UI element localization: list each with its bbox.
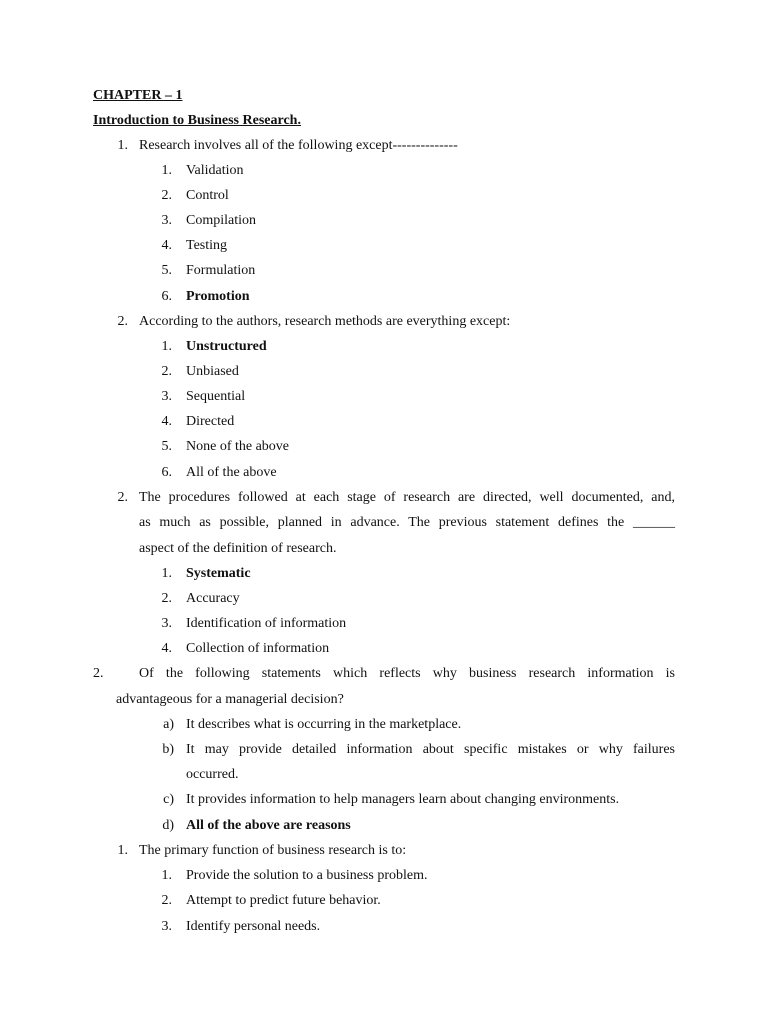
option-marker: 3. xyxy=(161,389,172,404)
option-text: It provides information to help managers learn about changing environments. xyxy=(186,792,620,807)
question-text-line: The procedures followed at each stage of research are directed, well documented, and, xyxy=(139,490,675,505)
option-marker: 2. xyxy=(161,591,172,606)
option-marker: 5. xyxy=(161,439,172,454)
option-marker: 3. xyxy=(161,616,172,631)
question-text: Research involves all of the following except-------------- xyxy=(139,138,458,153)
option-text: Attempt to predict future behavior. xyxy=(186,893,381,908)
option-text: Directed xyxy=(186,414,235,429)
option-marker: 3. xyxy=(161,919,172,934)
question-text-line: advantageous for a managerial decision? xyxy=(116,692,344,707)
option-text: Validation xyxy=(186,163,244,178)
option-text-line: It may provide detailed information about specific mistakes or why failures xyxy=(186,742,675,757)
option-marker: 4. xyxy=(161,414,172,429)
option-marker: d) xyxy=(162,818,174,833)
option-text-answer: Promotion xyxy=(186,289,250,304)
option-marker: 1. xyxy=(161,566,172,581)
option-text: Identify personal needs. xyxy=(186,919,321,934)
section-title: Introduction to Business Research xyxy=(93,113,298,128)
option-marker: 1. xyxy=(161,868,172,883)
option-marker: 6. xyxy=(161,465,172,480)
option-text: It describes what is occurring in the marketplace. xyxy=(186,717,462,732)
question-number: 1. xyxy=(117,843,128,858)
option-marker: 2. xyxy=(161,188,172,203)
option-text-answer: Systematic xyxy=(186,566,251,581)
option-marker: b) xyxy=(162,742,174,757)
option-marker: 3. xyxy=(161,213,172,228)
option-text: Collection of information xyxy=(186,641,330,656)
section-title-trailing: . xyxy=(297,113,301,128)
option-marker: 2. xyxy=(161,893,172,908)
option-text: Identification of information xyxy=(186,616,347,631)
question-text-line: Of the following statements which reflects why business research information is xyxy=(139,666,675,681)
option-text: Accuracy xyxy=(186,591,240,606)
option-text: Control xyxy=(186,188,229,203)
option-text: Compilation xyxy=(186,213,256,228)
question-text: According to the authors, research methods are everything except: xyxy=(139,314,511,329)
option-text: Testing xyxy=(186,238,228,253)
option-marker: 4. xyxy=(161,641,172,656)
question-number: 2. xyxy=(117,490,128,505)
chapter-title: CHAPTER – 1 xyxy=(93,88,183,103)
option-marker: c) xyxy=(163,792,174,807)
option-text: None of the above xyxy=(186,439,290,454)
question-number: 1. xyxy=(117,138,128,153)
question-number: 2. xyxy=(117,314,128,329)
option-marker: 2. xyxy=(161,364,172,379)
option-text-answer: Unstructured xyxy=(186,339,267,354)
option-marker: a) xyxy=(163,717,174,732)
option-marker: 1. xyxy=(161,339,172,354)
option-text: Provide the solution to a business problem. xyxy=(186,868,428,883)
option-text: All of the above xyxy=(186,465,277,480)
option-text: Unbiased xyxy=(186,364,239,379)
option-marker: 1. xyxy=(161,163,172,178)
option-text: Sequential xyxy=(186,389,246,404)
option-text: Formulation xyxy=(186,263,256,278)
question-text-line: aspect of the definition of research. xyxy=(139,541,337,556)
option-marker: 6. xyxy=(161,289,172,304)
question-text: The primary function of business research is to: xyxy=(139,843,407,858)
option-text-answer: All of the above are reasons xyxy=(186,818,351,833)
option-marker: 5. xyxy=(161,263,172,278)
question-number: 2. xyxy=(93,666,104,681)
option-text-line: occurred. xyxy=(186,767,239,782)
section-title-wrap xyxy=(93,112,301,130)
question-text-line: as much as possible, planned in advance. The previous statement defines the ______ xyxy=(139,515,675,530)
option-marker: 4. xyxy=(161,238,172,253)
